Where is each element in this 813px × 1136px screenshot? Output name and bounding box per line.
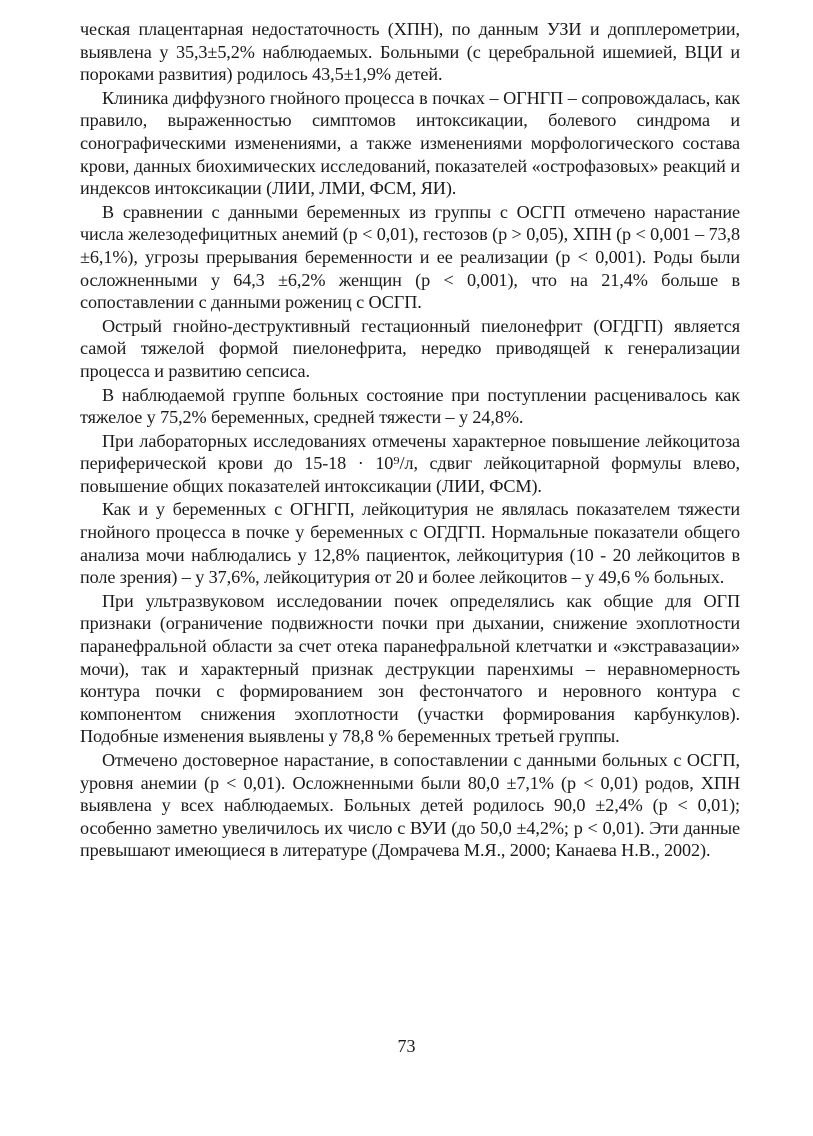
paragraph-comparison-osgp: В сравнении с данными беременных из группы с ОСГП отмечено нарастание числа железодефицитных анемий (p < 0,01), гестозов (p > 0,05), ХПН (p < 0,001 – 73,8 ±6,1%), угрозы прерывания беременности и ее реализации (p < 0,001). Роды были осложненными у 64,3 ±6,2% женщин (p < 0,001), что на 21,4% больше в сопоставлении с данными рожениц с ОСГП. (80, 201, 740, 313)
paragraph-continuation: ческая плацентарная недостаточность (ХПН), по данным УЗИ и допплерометрии, выявлена у 35,3±5,2% наблюдаемых. Больными (с церебральной ишемией, ВЦИ и пороками развития) родилось 43,5±1,9% детей. (80, 19, 740, 85)
paragraph-ultrasound: При ультразвуковом исследовании почек определялись как общие для ОГП признаки (ограничение подвижности почки при дыхании, снижение эхоплотности паранефральной области за счет отека паранефральной клетчатки и «экстравазации» мочи), так и характерный признак деструкции паренхимы – неравномерность контура почки с формированием зон фестончатого и неровного контура с компонентом снижения эхоплотности (участки формирования карбункулов). Подобные изменения выявлены у 78,8 % беременных третьей группы. (80, 590, 740, 747)
page-number: 73 (397, 1036, 416, 1056)
paragraph-leukocyturia: Как и у беременных с ОГНГП, лейкоцитурия не являлась показателем тяжести гнойного процесса в почке у беременных с ОГДГП. Нормальные показатели общего анализа мочи наблюдались у 12,8% пациенток, лейкоцитурия (10 - 20 лейкоцитов в поле зрения) – у 37,6%, лейкоцитурия от 20 и более лейкоцитов – у 49,6 % больных. (80, 499, 740, 588)
paragraph-ogdgp-definition: Острый гнойно-деструктивный гестационный пиелонефрит (ОГДГП) является самой тяжелой формой пиелонефрита, нередко приводящей к генерализации процесса и развитию сепсиса. (80, 315, 740, 381)
paragraph-ognp-clinic: Клиника диффузного гнойного процесса в почках – ОГНГП – сопровождалась, как правило, выраженностью симптомов интоксикации, болевого синдрома и сонографическими изменениями, а также изменениями морфологического состава крови, данных биохимических исследований, показателей «острофазовых» реакций и индексов интоксикации (ЛИИ, ЛМИ, ФСМ, ЯИ). (80, 87, 740, 199)
paragraph-outcomes: Отмечено достоверное нарастание, в сопоставлении с данными больных с ОСГП, уровня анемии (p < 0,01). Осложненными были 80,0 ±7,1% (p < 0,01) родов, ХПН выявлена у всех наблюдаемых. Больных детей родилось 90,0 ±2,4% (p < 0,01); особенно заметно увеличилось их число с ВУИ (до 50,0 ±4,2%; p < 0,01). Эти данные превышают имеющиеся в литературе (Домрачева М.Я., 2000; Канаева Н.В., 2002). (80, 750, 740, 861)
page-body (80, 18, 740, 863)
paragraph-lab-findings: При лабораторных исследованиях отмечены характерное повышение лейкоцитоза периферической крови до 15-18 · 10⁹/л, сдвиг лейкоцитарной формулы влево, повышение общих показателей интоксикации (ЛИИ, ФСМ). (80, 430, 740, 496)
paragraph-severity: В наблюдаемой группе больных состояние при поступлении расценивалось как тяжелое у 75,2% беременных, средней тяжести – у 24,8%. (80, 384, 740, 428)
